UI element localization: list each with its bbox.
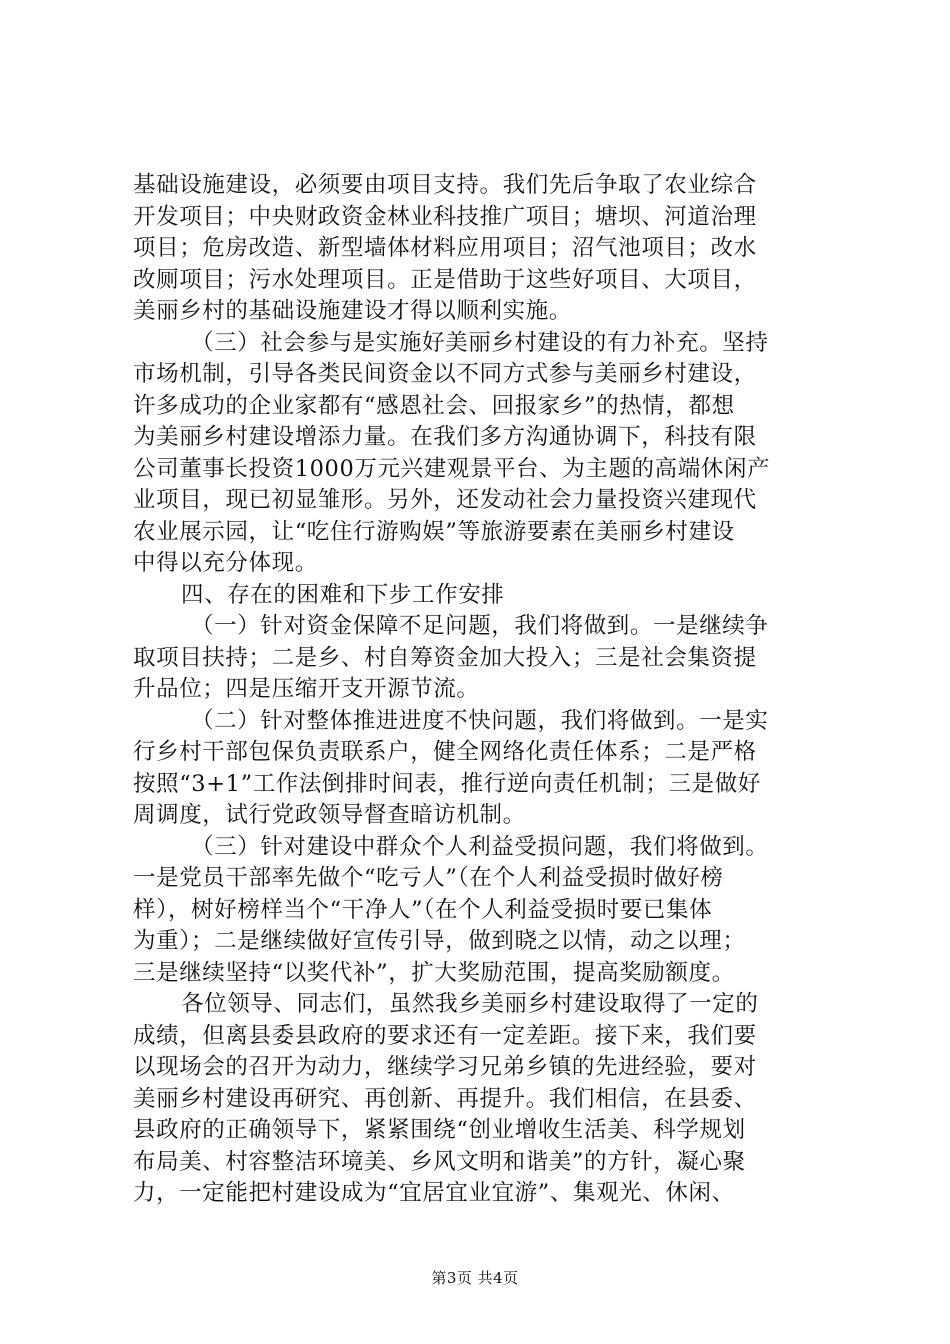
text-line: 按照“3+1”工作法倒排时间表，推行逆向责任机制；三是做好 [133,770,761,797]
text-line: 改厕项目；污水处理项目。正是借助于这些好项目、大项目， [133,266,757,293]
text-line: （三）社会参与是实施好美丽乡村建设的有力补充。坚持 [191,329,769,356]
text-line: 市场机制，引导各类民间资金以不同方式参与美丽乡村建设， [133,361,757,387]
text-line: 周调度，试行党政领导督查暗访机制。 [133,802,526,828]
text-line: 许多成功的企业家都有“感恩社会、回报家乡”的热情，都想 [133,392,735,419]
document-body [133,170,833,1210]
text-line: 一是党员干部率先做个“吃亏人”（在个人利益受损时做好榜 [133,865,724,891]
text-line: （一）针对资金保障不足问题，我们将做到。一是继续争 [191,613,769,639]
text-line: 基础设施建设，必须要由项目支持。我们先后争取了农业综合 [133,172,757,198]
text-line: 成绩，但离县委县政府的要求还有一定差距。接下来，我们要 [133,1022,757,1049]
text-line: 以现场会的召开为动力，继续学习兄弟乡镇的先进经验，要对 [133,1054,757,1080]
text-line: 行乡村干部包保负责联系户，健全网络化责任体系；二是严格 [133,739,757,765]
section-heading: 四、存在的困难和下步工作安排 [181,581,505,608]
text-line: 三是继续坚持“以奖代补”，扩大奖励范围，提高奖励额度。 [133,959,735,986]
text-line: 中得以充分体现。 [133,550,318,576]
text-line: 布局美、村容整洁环境美、乡风文明和谐美”的方针，凝心聚 [133,1148,746,1175]
text-line: 为重）；二是继续做好宣传引导，做到晓之以情，动之以理； [133,928,746,954]
text-line: 开发项目；中央财政资金林业科技推广项目；塘坝、河道治理 [133,203,757,230]
text-line: 取项目扶持；二是乡、村自筹资金加大投入；三是社会集资提 [133,644,757,671]
text-line: 业项目，现已初显雏形。另外，还发动社会力量投资兴建现代 [133,487,757,513]
text-line: 农业展示园，让“吃住行游购娱”等旅游要素在美丽乡村建设 [133,518,735,545]
text-line: 各位领导、同志们，虽然我乡美丽乡村建设取得了一定的 [181,991,759,1017]
text-line: 力，一定能把村建设成为“宜居宜业宜游”、集观光、休闲、 [133,1180,735,1206]
text-line: 项目；危房改造、新型墙体材料应用项目；沼气池项目；改水 [133,235,757,261]
text-line: 升品位；四是压缩开支开源节流。 [133,676,480,702]
text-line: （三）针对建设中群众个人利益受损问题，我们将做到。 [191,833,769,860]
text-line: 为美丽乡村建设增添力量。在我们多方沟通协调下，科技有限 [133,424,757,450]
text-line: 公司董事长投资1000万元兴建观景平台、为主题的高端休闲产 [133,455,771,482]
text-line: 县政府的正确领导下，紧紧围绕“创业增收生活美、科学规划 [133,1117,746,1143]
text-line: （二）针对整体推进进度不快问题，我们将做到。一是实 [191,707,769,734]
text-line: 美丽乡村的基础设施建设才得以顺利实施。 [133,298,572,324]
text-line: 美丽乡村建设再研究、再创新、再提升。我们相信，在县委、 [133,1085,757,1112]
text-line: 样），树好榜样当个“干净人”（在个人利益受损时要已集体 [133,896,713,923]
page-number-footer: 第3页 共4页 [431,1269,519,1287]
